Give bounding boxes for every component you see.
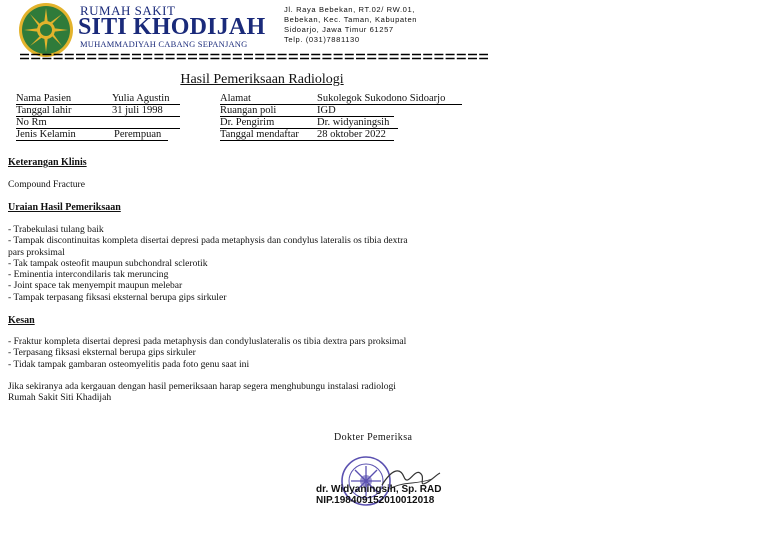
finding-line: - Tampak terpasang fiksasi eksternal berupa gips sirkuler bbox=[8, 291, 227, 303]
finding-line: - Eminentia intercondilaris tak meruncing bbox=[8, 269, 169, 281]
rm-label: No Rm bbox=[16, 117, 47, 128]
dob-label: Tanggal lahir bbox=[16, 105, 72, 116]
findings-list bbox=[8, 224, 408, 303]
finding-line: pars proksimal bbox=[8, 246, 65, 258]
clinical-text: Compound Fracture bbox=[8, 179, 86, 190]
footer-note bbox=[8, 381, 396, 404]
header-divider bbox=[20, 52, 488, 61]
address-line: Jl. Raya Bebekan, RT.02/ RW.01, bbox=[284, 5, 416, 14]
info-rule bbox=[16, 128, 180, 129]
conclusion-list bbox=[8, 336, 406, 370]
patient-name-label: Nama Pasien bbox=[16, 93, 72, 104]
clinical-heading: Keterangan Klinis bbox=[8, 157, 87, 168]
patient-address-value: Sukolegok Sukodono Sidoarjo bbox=[317, 93, 446, 104]
hospital-affiliation: MUHAMMADIYAH CABANG SEPANJANG bbox=[80, 39, 248, 49]
finding-line: - Trabekulasi tulang baik bbox=[8, 224, 104, 235]
info-rule bbox=[16, 140, 168, 141]
hospital-address bbox=[284, 5, 417, 45]
finding-line: - Tak tampak osteofit maupun subchondral sclerotik bbox=[8, 257, 208, 269]
reg-date-value: 28 oktober 2022 bbox=[317, 129, 386, 140]
sender-label: Dr. Pengirim bbox=[220, 117, 275, 128]
hospital-logo-icon bbox=[18, 2, 74, 58]
info-rule bbox=[220, 104, 462, 105]
conclusion-line: - Terpasang fiksasi eksternal berupa gips sirkuler bbox=[8, 347, 196, 359]
poli-value: IGD bbox=[317, 105, 336, 116]
address-line: Telp. (031)7881130 bbox=[284, 35, 360, 44]
address-line: Sidoarjo, Jawa Timur 61257 bbox=[284, 25, 394, 34]
sex-value: Perempuan bbox=[114, 129, 162, 140]
doctor-nip: NIP.198409152010012018 bbox=[316, 495, 435, 506]
hospital-name: SITI KHODIJAH bbox=[78, 14, 266, 40]
findings-heading: Uraian Hasil Pemeriksaan bbox=[8, 202, 121, 213]
patient-name-value: Yulia Agustin bbox=[112, 93, 170, 104]
doctor-name: dr. Widyaningsih, Sp. RAD bbox=[316, 484, 442, 495]
sender-value: Dr. widyaningsih bbox=[317, 117, 390, 128]
footer-note-line: Rumah Sakit Siti Khadijah bbox=[8, 392, 112, 404]
conclusion-line: - Tidak tampak gambaran osteomyelitis pada foto genu saat ini bbox=[8, 358, 250, 370]
patient-address-label: Alamat bbox=[220, 93, 251, 104]
finding-line: - Joint space tak menyempit maupun melebar bbox=[8, 280, 183, 292]
address-line: Bebekan, Kec. Taman, Kabupaten bbox=[284, 15, 418, 24]
reg-date-label: Tanggal mendaftar bbox=[220, 129, 299, 140]
info-rule bbox=[220, 140, 394, 141]
info-rule bbox=[16, 104, 180, 105]
finding-line: - Tampak discontinuitas kompleta disertai depresi pada metaphysis dan condylus lateralis os tibia dextra bbox=[8, 235, 408, 247]
hospital-name-line1: RUMAH SAKIT bbox=[80, 3, 176, 18]
dob-value: 31 juli 1998 bbox=[112, 105, 163, 116]
doctor-label: Dokter Pemeriksa bbox=[334, 432, 413, 443]
info-rule bbox=[220, 128, 398, 129]
info-rule bbox=[220, 116, 394, 117]
report-title: Hasil Pemeriksaan Radiologi bbox=[180, 72, 344, 87]
info-rule bbox=[16, 116, 180, 117]
conclusion-heading: Kesan bbox=[8, 315, 35, 326]
sex-label: Jenis Kelamin bbox=[16, 129, 76, 140]
conclusion-line: - Fraktur kompleta disertai depresi pada metaphysis dan condyluslateralis os tibia dextra pars proksimal bbox=[8, 336, 407, 347]
footer-note-line: Jika sekiranya ada kergauan dengan hasil pemeriksaan harap segera menghubungu instalasi radiologi bbox=[8, 381, 396, 392]
poli-label: Ruangan poli bbox=[220, 105, 277, 116]
